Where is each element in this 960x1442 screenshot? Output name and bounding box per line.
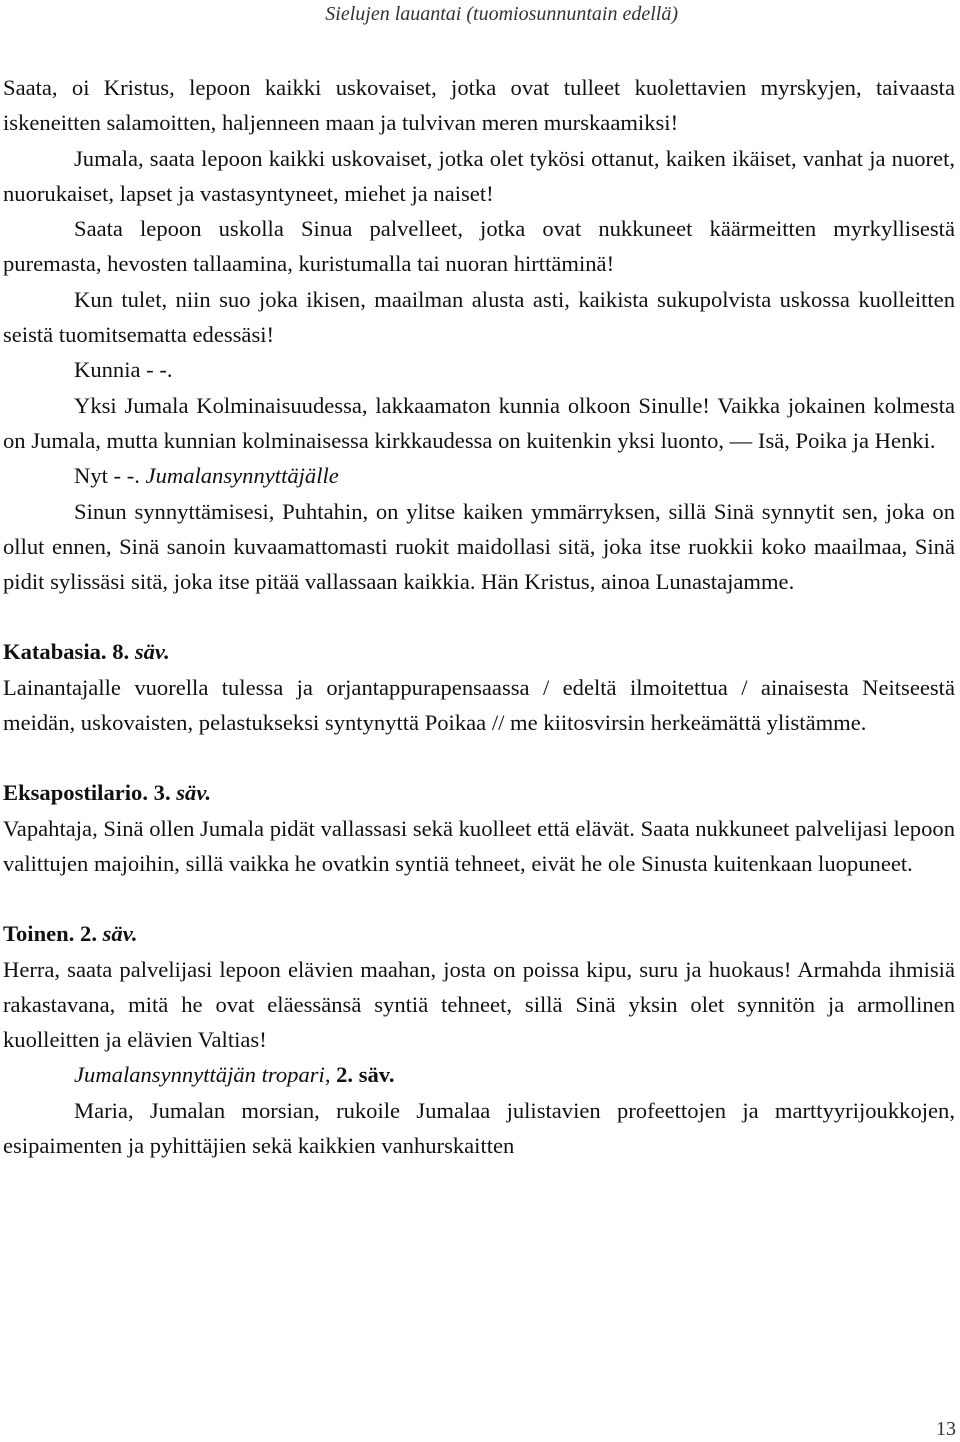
katabasia-heading-italic: säv. [134, 639, 170, 665]
paragraph-5: Kunnia - -. [74, 357, 173, 383]
paragraph-7-lead: Nyt - -. [74, 463, 146, 489]
tropari-heading-bold: 2. säv. [336, 1062, 395, 1088]
tropari-heading-italic: Jumalansynnyttäjän tropari, [74, 1062, 337, 1088]
paragraph-7-italic: Jumalansynnyttäjälle [145, 463, 339, 489]
paragraph-1: Saata, oi Kristus, lepoon kaikki uskovaiset, jotka ovat tulleet kuolettavien myrskyjen, taivaasta iskeneitten salamoitten, haljenneen maan ja tulvivan meren murskaamiksi! [3, 75, 955, 136]
eksapostilario-heading-italic: säv. [176, 780, 212, 806]
section-gap [3, 740, 955, 775]
document-body [3, 70, 955, 1163]
toinen-text: Herra, saata palvelijasi lepoon elävien maahan, josta on poissa kipu, suru ja huokaus! Armahda ihmisiä rakastavana, mitä he ovat eläessänsä syntiä tehneet, sillä Sinä yksin olet synnitön ja armollinen kuolleitten ja elävien Valtias! [3, 956, 955, 1053]
katabasia-heading [3, 634, 955, 669]
tropari-text: Maria, Jumalan morsian, rukoile Jumalaa julistavien profeettojen ja marttyyrijoukkojen, esipaimenten ja pyhittäjien sekä kaikkien vanhurskaitten [3, 1097, 955, 1159]
section-gap [3, 599, 955, 634]
paragraph-4: Kun tulet, niin suo joka ikisen, maailman alusta asti, kaikista sukupolvista uskossa kuolleitten seistä tuomitsematta edessäsi! [3, 286, 955, 348]
toinen-heading-bold: Toinen. 2. [3, 921, 103, 947]
toinen-heading [3, 916, 955, 951]
section-gap [3, 881, 955, 916]
katabasia-text: Lainantajalle vuorella tulessa ja orjantappurapensaassa / edeltä ilmoitettua / ainaisesta Neitseestä meidän, uskovaisten, pelastukseksi syntynyttä Poikaa // me kiitosvirsin herkeämättä ylistämme. [3, 674, 955, 736]
paragraph-7 [3, 458, 955, 493]
running-header: Sielujen lauantai (tuomiosunnuntain edellä) [325, 3, 678, 25]
tropari-heading [3, 1057, 955, 1092]
toinen-heading-italic: säv. [102, 921, 138, 947]
paragraph-2: Jumala, saata lepoon kaikki uskovaiset, jotka olet tykösi ottanut, kaiken ikäiset, vanhat ja nuoret, nuorukaiset, lapset ja vastasyntyneet, miehet ja naiset! [3, 145, 955, 206]
paragraph-6: Yksi Jumala Kolminaisuudessa, lakkaamaton kunnia olkoon Sinulle! Vaikka jokainen kolmesta on Jumala, mutta kunnian kolminaisessa kirkkaudessa on kuitenkin yksi luonto, — Isä, Poika ja Henki. [3, 392, 955, 453]
katabasia-heading-bold: Katabasia. 8. [3, 639, 135, 665]
paragraph-8: Sinun synnyttämisesi, Puhtahin, on ylitse kaiken ymmärryksen, sillä Sinä synnytit sen, joka on ollut ennen, Sinä sanoin kuvaamattomasti ruokit maidollasi sitä, joka itse ruokkii koko maailmaa, Sinä pidit sylissäsi sitä, joka itse pitää vallassaan kaikkia. Hän Kristus, ainoa Lunastajamme. [3, 498, 955, 595]
eksapostilario-heading [3, 775, 955, 810]
page-number: 13 [936, 1418, 956, 1440]
eksapostilario-text: Vapahtaja, Sinä ollen Jumala pidät vallassasi sekä kuolleet että elävät. Saata nukkuneet palvelijasi lepoon valittujen majoihin, sillä vaikka he ovatkin syntiä tehneet, eivät he ole Sinusta kuitenkaan luopuneet. [3, 815, 955, 876]
eksapostilario-heading-bold: Eksapostilario. 3. [3, 780, 177, 806]
paragraph-3: Saata lepoon uskolla Sinua palvelleet, jotka ovat nukkuneet käärmeitten myrkyllisestä puremasta, hevosten tallaamina, kuristumalla tai nuoran hirttäminä! [3, 216, 955, 277]
